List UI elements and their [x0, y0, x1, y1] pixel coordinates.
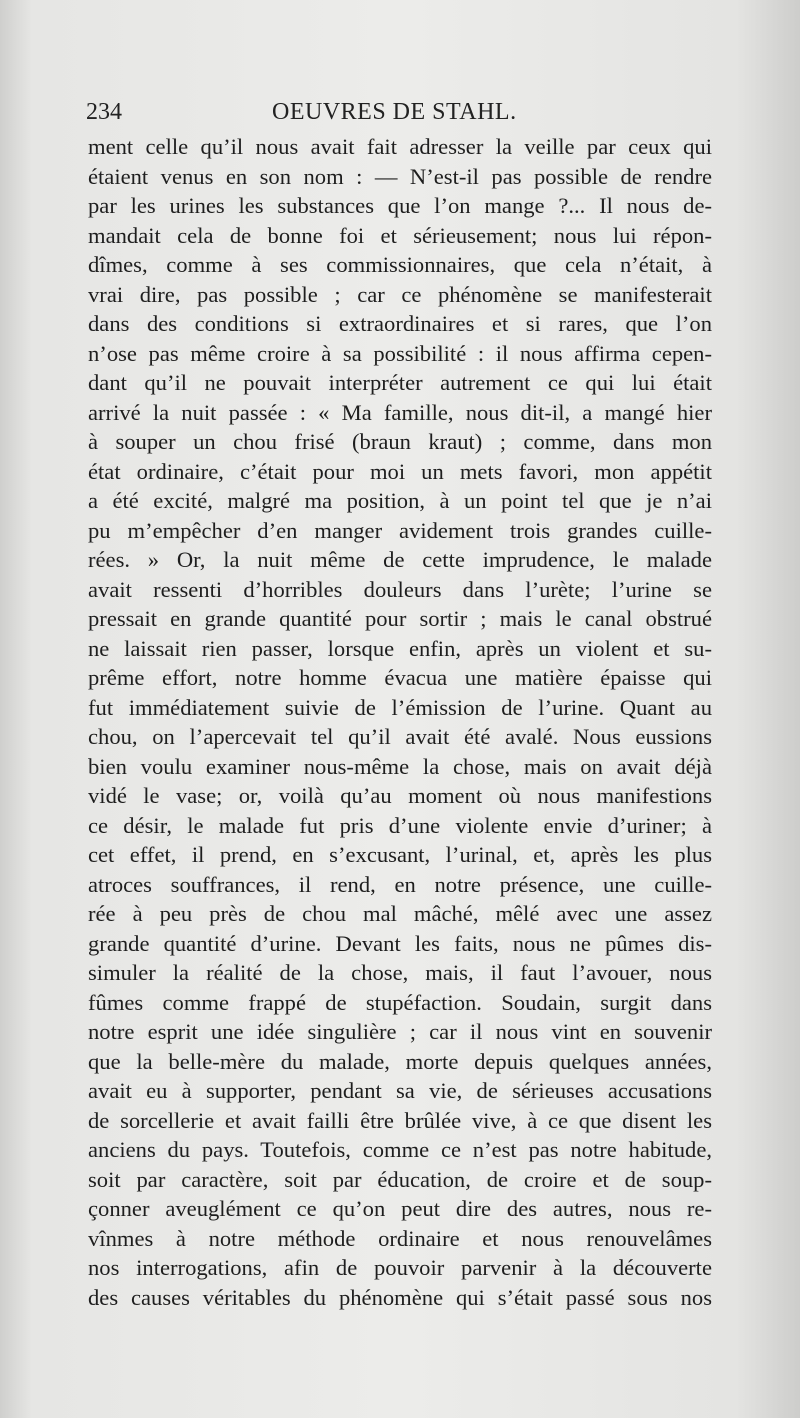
text-line: atroces souffrances, il rend, en notre présence, une cuille- [88, 871, 712, 897]
text-line: que la belle-mère du malade, morte depuis quelques années, [88, 1048, 712, 1074]
text-line: anciens du pays. Toutefois, comme ce n’est pas notre habitude, [88, 1137, 712, 1162]
text-line: pressait en grande quantité pour sortir ; mais le canal obstrué [88, 606, 712, 631]
text-line: ne laissait rien passer, lorsque enfin, après un violent et su- [88, 635, 712, 661]
text-line: n’ose pas même croire à sa possibilité : il nous affirma cepen- [88, 340, 712, 366]
text-line: ce désir, le malade fut pris d’une violente envie d’uriner; à [88, 812, 712, 838]
running-title: OEUVRES DE STAHL. [272, 99, 517, 125]
text-line: nos interrogations, afin de pouvoir parvenir à la découverte [88, 1255, 712, 1280]
text-line: dîmes, comme à ses commissionnaires, que cela n’était, à [88, 252, 712, 277]
text-line: arrivé la nuit passée : « Ma famille, nous dit-il, a mangé hier [88, 399, 712, 425]
text-line: de sorcellerie et avait failli être brûlée vive, à ce que disent les [88, 1107, 712, 1133]
text-line: prême effort, notre homme évacua une matière épaisse qui [88, 665, 712, 690]
text-line: dans des conditions si extraordinaires et si rares, que l’on [88, 311, 712, 336]
text-line: des causes véritables du phénomène qui s’était passé sous nos [88, 1284, 712, 1310]
text-line: cet effet, il prend, en s’excusant, l’urinal, et, après les plus [88, 842, 712, 867]
text-line: rées. » Or, la nuit même de cette imprudence, le malade [88, 547, 712, 572]
page-number: 234 [86, 99, 122, 125]
text-line: étaient venus en son nom : — N’est-il pas possible de rendre [88, 163, 712, 189]
text-line: dant qu’il ne pouvait interpréter autrement ce qui lui était [88, 370, 712, 395]
text-line: avait eu à supporter, pendant sa vie, de sérieuses accusations [88, 1078, 712, 1103]
text-line: bien voulu examiner nous-même la chose, mais on avait déjà [88, 753, 712, 779]
text-line: état ordinaire, c’était pour moi un mets favori, mon appétit [88, 458, 712, 484]
text-line: vînmes à notre méthode ordinaire et nous renouvelâmes [88, 1225, 712, 1251]
text-line: pu m’empêcher d’en manger avidement trois grandes cuille- [88, 517, 712, 543]
text-line: chou, on l’apercevait tel qu’il avait été avalé. Nous eussions [88, 724, 712, 749]
text-line: soit par caractère, soit par éducation, de croire et de soup- [88, 1166, 712, 1192]
body-text [88, 132, 712, 1312]
text-line: fut immédiatement suivie de l’émission de l’urine. Quant au [88, 694, 712, 720]
running-head [86, 92, 714, 132]
text-line: à souper un chou frisé (braun kraut) ; comme, dans mon [88, 429, 712, 454]
text-line: mandait cela de bonne foi et sérieusement; nous lui répon- [88, 222, 712, 248]
text-line: par les urines les substances que l’on mange ?... Il nous de- [88, 193, 712, 218]
text-line: vrai dire, pas possible ; car ce phénomène se manifesterait [88, 281, 712, 307]
text-line: grande quantité d’urine. Devant les faits, nous ne pûmes dis- [88, 930, 712, 956]
text-line: a été excité, malgré ma position, à un point tel que je n’ai [88, 488, 712, 513]
text-line: notre esprit une idée singulière ; car il nous vint en souvenir [88, 1019, 712, 1044]
text-line: çonner aveuglément ce qu’on peut dire des autres, nous re- [88, 1196, 712, 1221]
text-line: avait ressenti d’horribles douleurs dans l’urète; l’urine se [88, 576, 712, 602]
text-line: simuler la réalité de la chose, mais, il faut l’avouer, nous [88, 960, 712, 985]
text-line: fûmes comme frappé de stupéfaction. Soudain, surgit dans [88, 989, 712, 1015]
text-line: rée à peu près de chou mal mâché, mêlé avec une assez [88, 901, 712, 926]
text-line: ment celle qu’il nous avait fait adresser la veille par ceux qui [88, 134, 712, 159]
text-line: vidé le vase; or, voilà qu’au moment où nous manifestions [88, 783, 712, 808]
